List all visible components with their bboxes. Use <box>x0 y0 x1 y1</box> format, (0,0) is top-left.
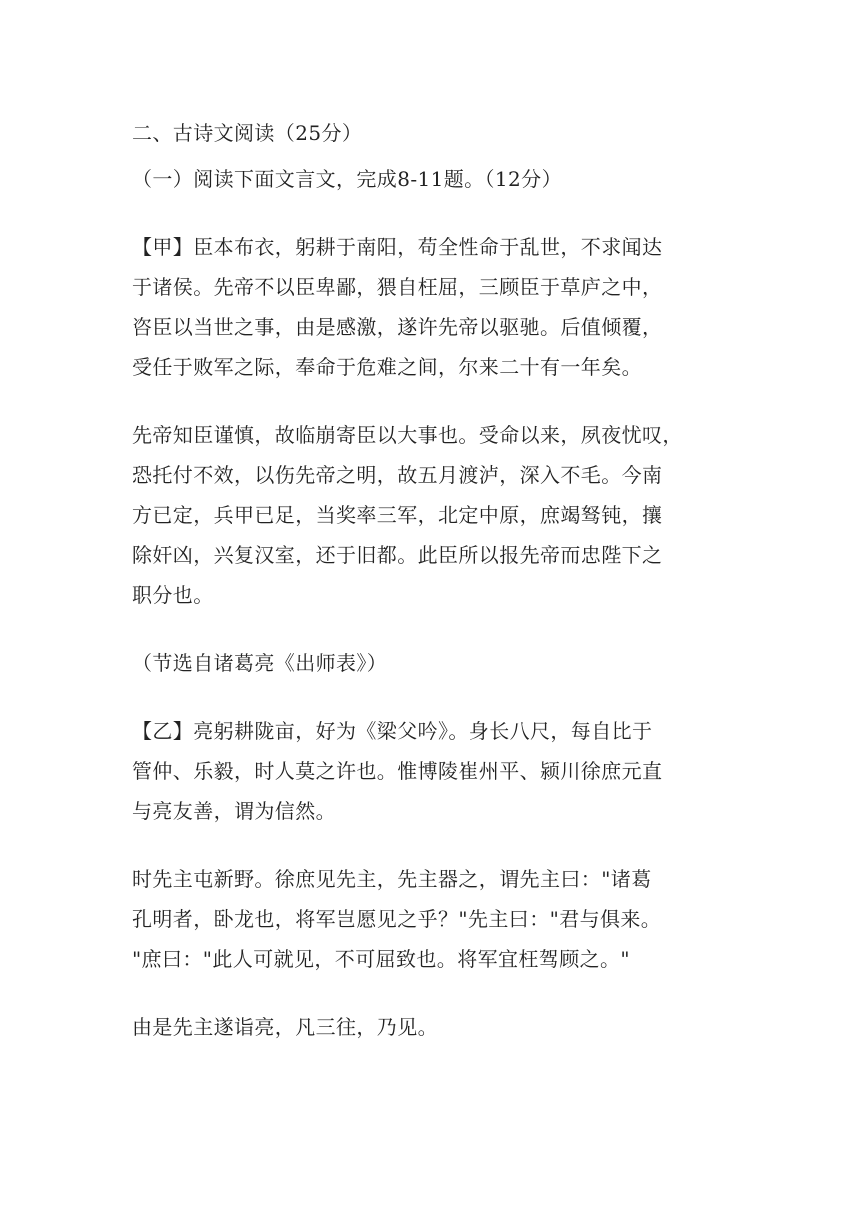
paragraph-yi-1 <box>132 711 760 831</box>
text-line: 【乙】亮躬耕陇亩，好为《梁父吟》。身长八尺，每自比于 <box>132 719 653 743</box>
text-line: 与亮友善，谓为信然。 <box>132 799 336 823</box>
text-line: 咨臣以当世之事，由是感激，遂许先帝以驱驰。后值倾覆， <box>132 315 663 339</box>
paragraph-yi-2 <box>132 859 760 979</box>
paragraph-jia-2 <box>132 415 760 615</box>
text-line: 先帝知臣谨慎，故临崩寄臣以大事也。受命以来，夙夜忧叹， <box>132 423 683 447</box>
source-citation <box>132 643 760 683</box>
paragraph-jia-1 <box>132 227 760 387</box>
text-line: "庶曰："此人可就见，不可屈致也。将军宜枉驾顾之。" <box>132 947 630 971</box>
text-line: 由是先主遂诣亮，凡三往，乃见。 <box>132 1015 438 1039</box>
text-line: 方已定，兵甲已足，当奖率三军，北定中原，庶竭驽钝，攘 <box>132 503 663 527</box>
text-line: 时先主屯新野。徐庶见先主，先主器之，谓先主曰："诸葛 <box>132 867 652 891</box>
section-subtitle: （一）阅读下面文言文，完成8-11题。（12分） <box>132 167 562 191</box>
paragraph-yi-3 <box>132 1007 760 1047</box>
text-line: 受任于败军之际，奉命于危难之间，尔来二十有一年矣。 <box>132 355 642 379</box>
text-line: 职分也。 <box>132 583 214 607</box>
section-heading <box>132 113 760 199</box>
text-line: 管仲、乐毅，时人莫之许也。惟博陵崔州平、颍川徐庶元直 <box>132 759 663 783</box>
text-line: 恐托付不效，以伤先帝之明，故五月渡泸，深入不毛。今南 <box>132 463 663 487</box>
text-line: 孔明者，卧龙也，将军岂愿见之乎？"先主曰："君与俱来。 <box>132 907 662 931</box>
text-line: 于诸侯。先帝不以臣卑鄙，猥自枉屈，三顾臣于草庐之中， <box>132 275 663 299</box>
section-title: 二、古诗文阅读（25分） <box>132 121 363 145</box>
text-line: （节选自诸葛亮《出师表》） <box>132 651 388 675</box>
text-line: 除奸凶，兴复汉室，还于旧都。此臣所以报先帝而忠陛下之 <box>132 543 663 567</box>
text-line: 【甲】臣本布衣，躬耕于南阳，苟全性命于乱世，不求闻达 <box>132 235 663 259</box>
